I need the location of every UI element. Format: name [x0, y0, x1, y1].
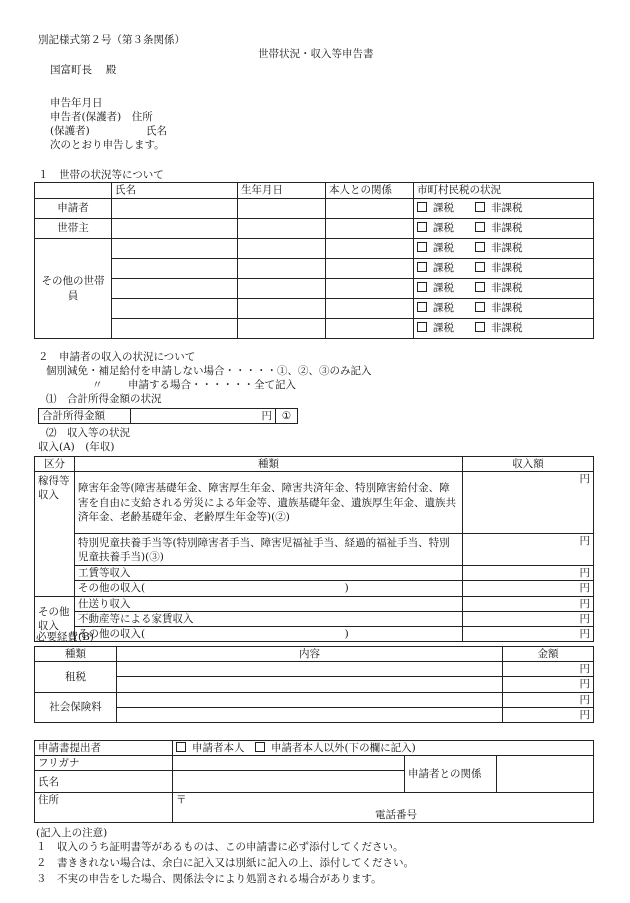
taxed-checkbox[interactable] — [417, 222, 427, 232]
notes-title: (記入上の注意) — [36, 827, 108, 839]
pension-label: 障害年金等(障害基礎年金、障害厚生年金、障害共済年金、特別障害給付金、障害を自由に支給される労災による年金等、遺族基礎年金、遺族厚生年金、遺族共済年金、老齢基礎年金、老齢厚生年金等)(②) — [75, 472, 463, 534]
addressee: 国富町長 殿 — [50, 64, 117, 76]
other-earned-amount[interactable]: 円 — [463, 581, 594, 596]
tax-amount-1[interactable]: 円 — [503, 662, 594, 677]
total-income-field[interactable]: 円 — [131, 409, 276, 424]
total-income-label: 合計所得金額 — [39, 409, 131, 424]
other-income-amount[interactable]: 円 — [463, 626, 594, 641]
expenses-table — [34, 646, 594, 723]
phone-label: 電話番号 — [375, 809, 417, 822]
section1-title: １ 世帯の状況等について — [38, 169, 164, 181]
rent-amount[interactable]: 円 — [463, 611, 594, 626]
allowance-amount[interactable]: 円 — [463, 534, 594, 566]
insurance-label: 社会保険料 — [35, 692, 117, 722]
submitter-table: 申請書提出者 申請者本人 申請者本人以外(下の欄に記入) フリガナ 申請者との関係 氏名 住所 〒 電話番号 — [34, 740, 594, 823]
untaxed-checkbox[interactable] — [475, 242, 485, 252]
col-relation: 本人との関係 — [326, 183, 414, 199]
relation-label: 申請者との関係 — [405, 756, 497, 793]
household-table: 氏名 生年月日 本人との関係 市町村民税の状況 申請者 課税 非課税 世帯主 課税 非課税 その他の世帯員 課税 非課税 課税 非課税 課税 非課税 課税 非課税 課税 非課税 — [34, 182, 594, 339]
note-2: ２ 書ききれない場合は、余白に記入又は別紙に記入の上、添付してください。 — [36, 857, 414, 869]
taxed-checkbox[interactable] — [417, 202, 427, 212]
untaxed-checkbox[interactable] — [475, 262, 485, 272]
insurance-amount-2[interactable]: 円 — [503, 707, 594, 722]
submitter-name-field[interactable] — [173, 771, 405, 793]
taxed-checkbox[interactable] — [417, 282, 427, 292]
col-exp-type: 種類 — [35, 647, 117, 662]
col-amount: 収入額 — [463, 457, 594, 472]
note-not-applying: 個別減免・補足給付を申請しない場合・・・・・①、②、③のみ記入 — [46, 365, 372, 377]
wages-label: 工賃等収入 — [75, 566, 463, 581]
wages-amount[interactable]: 円 — [463, 566, 594, 581]
col-birth: 生年月日 — [238, 183, 326, 199]
row-applicant: 申請者 — [35, 199, 112, 219]
other-income-label: その他の収入( ) — [75, 626, 463, 641]
taxed-checkbox[interactable] — [417, 322, 427, 332]
furigana-label: フリガナ — [35, 756, 173, 771]
taxed-checkbox[interactable] — [417, 302, 427, 312]
applicant-address-label: 申告者(保護者) 住所 — [50, 111, 153, 123]
tax-content-2[interactable] — [117, 677, 503, 692]
form-title: 世帯状況・収入等申告書 — [258, 48, 374, 60]
insurance-content-1[interactable] — [117, 692, 503, 707]
tax-content-1[interactable] — [117, 662, 503, 677]
allowance-label: 特別児童扶養手当等(特別障害者手当、障害児福祉手当、経過的福祉手当、特別児童扶養手当)(③) — [75, 534, 463, 566]
remittance-amount[interactable]: 円 — [463, 596, 594, 611]
rent-label: 不動産等による家賃収入 — [75, 611, 463, 626]
not-self-checkbox[interactable] — [255, 742, 265, 752]
self-checkbox[interactable] — [176, 742, 186, 752]
tax-label: 租税 — [35, 662, 117, 692]
pension-amount[interactable]: 円 — [463, 472, 594, 534]
note-applying: 申請する場合・・・・・・全て記入 — [128, 379, 296, 391]
earned-income-label: 稼得等収入 — [35, 472, 75, 596]
other-income-category: その他収入 — [35, 596, 75, 642]
taxed-checkbox[interactable] — [417, 262, 427, 272]
col-type: 種類 — [75, 457, 463, 472]
col-content: 内容 — [117, 647, 503, 662]
furigana-field[interactable] — [173, 756, 405, 771]
col-name: 氏名 — [112, 183, 238, 199]
other-earned-label: その他の収入( ) — [75, 581, 463, 596]
untaxed-checkbox[interactable] — [475, 222, 485, 232]
remittance-label: 仕送り収入 — [75, 596, 463, 611]
section2-title: ２ 申請者の収入の状況について — [38, 351, 196, 363]
taxed-checkbox[interactable] — [417, 242, 427, 252]
untaxed-checkbox[interactable] — [475, 322, 485, 332]
total-income-table — [38, 408, 298, 424]
ditto-mark: 〃 — [92, 379, 103, 391]
row-household-head: 世帯主 — [35, 219, 112, 239]
submitter-address-label: 住所 — [35, 793, 173, 823]
untaxed-checkbox[interactable] — [475, 282, 485, 292]
tax-amount-2[interactable]: 円 — [503, 677, 594, 692]
insurance-content-2[interactable] — [117, 707, 503, 722]
circle-one: ① — [276, 409, 298, 424]
insurance-amount-1[interactable]: 円 — [503, 692, 594, 707]
intro-text: 次のとおり申告します。 — [50, 139, 165, 151]
submitter-address-field[interactable] — [173, 793, 594, 823]
submitter-name-label: 氏名 — [35, 771, 173, 793]
subsection-total-income: ⑴ 合計所得金額の状況 — [46, 393, 162, 405]
form-number: 別記様式第２号（第３条関係） — [38, 34, 185, 46]
col-tax: 市町村民税の状況 — [414, 183, 594, 199]
relation-field[interactable] — [497, 756, 594, 793]
untaxed-checkbox[interactable] — [475, 302, 485, 312]
col-kubun: 区分 — [35, 457, 75, 472]
note-1: １ 収入のうち証明書等があるものは、この申請書に必ず添付してください。 — [36, 841, 404, 853]
postal-mark: 〒 — [176, 794, 187, 807]
guardian-label: (保護者) — [50, 125, 90, 137]
note-3: ３ 不実の申告をした場合、関係法令により処罰される場合があります。 — [36, 873, 382, 885]
col-money: 金額 — [503, 647, 594, 662]
untaxed-checkbox[interactable] — [475, 202, 485, 212]
income-a-label: 収入(A) (年収) — [38, 441, 115, 453]
income-table — [34, 456, 594, 642]
applicant-name-label: 氏名 — [146, 125, 167, 137]
subsection-income-status: ⑵ 収入等の状況 — [46, 427, 130, 439]
expenses-label: 必要経費(B) — [36, 631, 94, 643]
submitter-label: 申請書提出者 — [35, 741, 173, 756]
date-label: 申告年月日 — [50, 97, 103, 109]
row-other-members: その他の世帯員 — [35, 239, 112, 339]
